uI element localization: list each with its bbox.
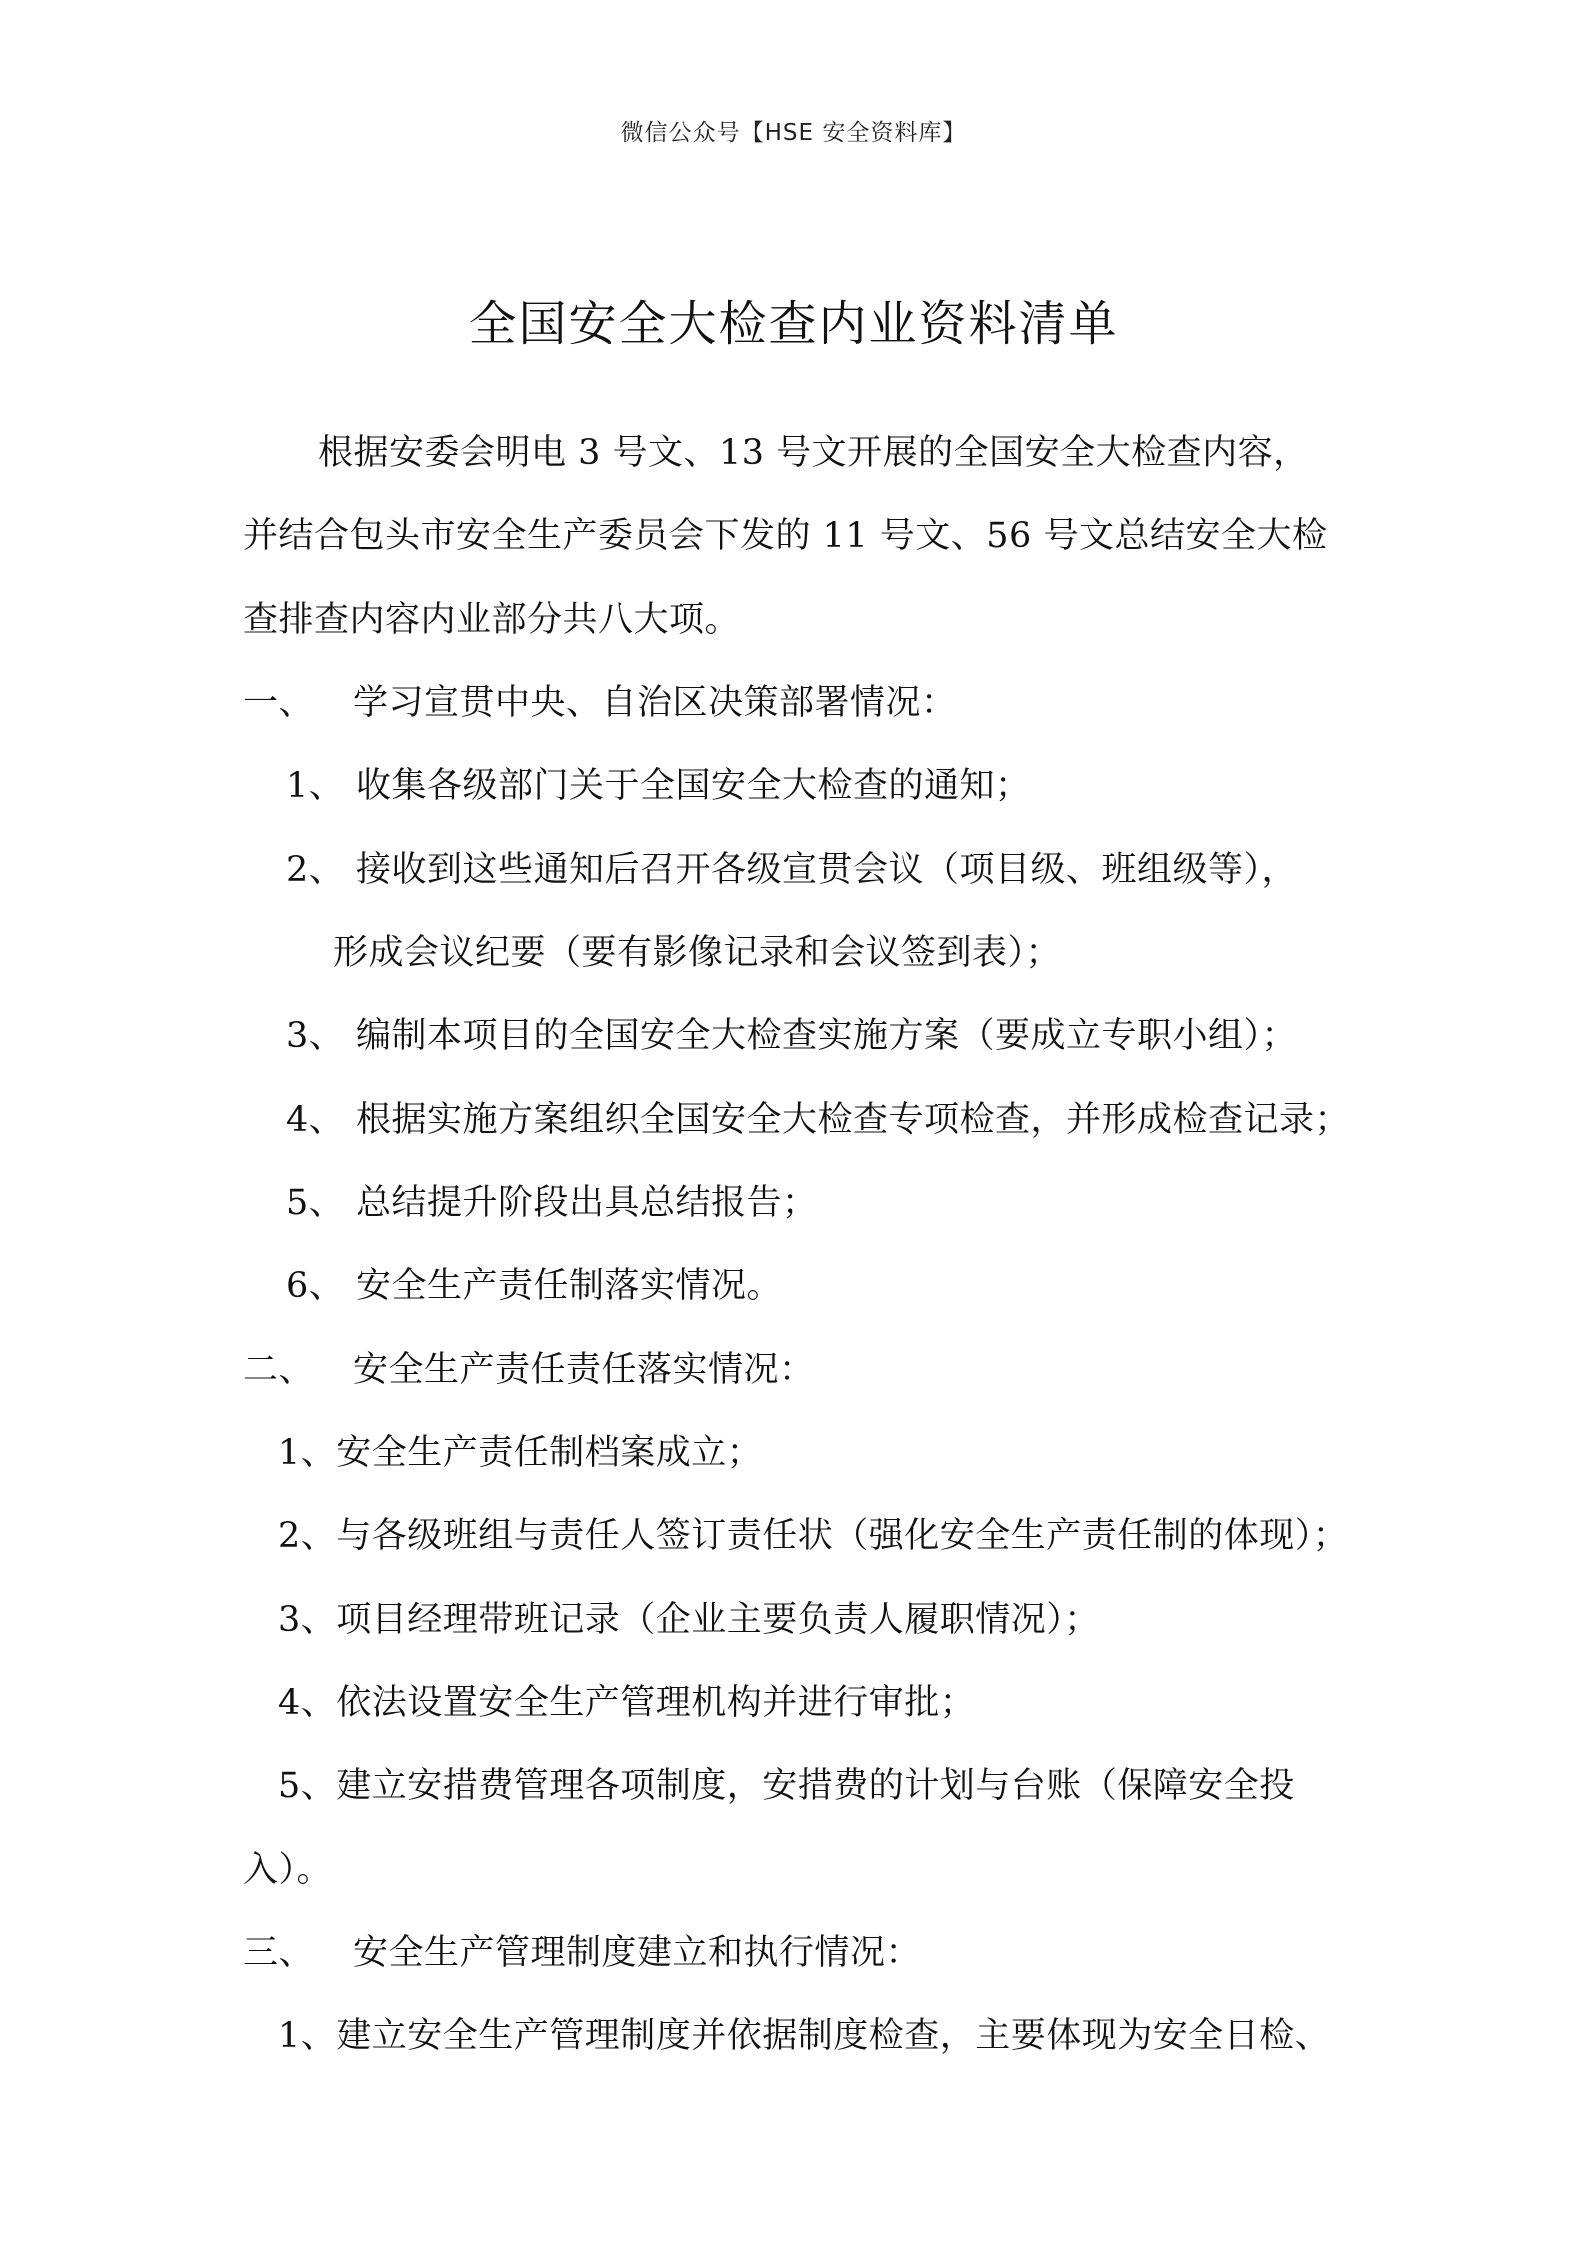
page-header: 微信公众号【HSE 安全资料库】 [620, 120, 967, 146]
section-1-item [286, 1092, 1350, 1142]
section-1-heading [243, 675, 957, 725]
item-number: 5、 [286, 1183, 345, 1223]
section-2-item: 3、项目经理带班记录（企业主要负责人履职情况）； [278, 1600, 1100, 1640]
item-text: 收集各级部门关于全国安全大检查的通知； [356, 766, 1031, 806]
section-1-item [286, 1175, 818, 1225]
section-2-number: 二、 [243, 1350, 315, 1390]
section-1-item-continuation: 形成会议纪要（要有影像记录和会议签到表）； [333, 933, 1062, 973]
item-text: 安全生产责任制落实情况。 [356, 1266, 783, 1306]
section-1-heading-text: 学习宣贯中央、自治区决策部署情况： [353, 683, 957, 723]
section-3-heading [243, 1925, 921, 1975]
section-2-item: 2、与各级班组与责任人签订责任状（强化安全生产责任制的体现）； [278, 1516, 1349, 1556]
section-3-item: 1、建立安全生产管理制度并依据制度检查，主要体现为安全日检、 [278, 2016, 1331, 2056]
item-number: 3、 [286, 1016, 345, 1056]
section-1-item [286, 842, 1297, 892]
item-number: 2、 [286, 850, 345, 890]
section-2-heading-text: 安全生产责任责任落实情况： [353, 1350, 815, 1390]
section-2-item: 4、依法设置安全生产管理机构并进行审批； [278, 1683, 976, 1723]
section-1-number: 一、 [243, 683, 315, 723]
item-number: 1、 [286, 766, 345, 806]
section-1-item [286, 1008, 1297, 1058]
section-1-item [286, 758, 1031, 808]
section-2-item: 5、建立安措费管理各项制度，安措费的计划与台账（保障安全投 [278, 1766, 1295, 1806]
section-2-heading [243, 1342, 815, 1392]
section-3-number: 三、 [243, 1933, 315, 1973]
intro-line-2: 并结合包头市安全生产委员会下发的 11 号文、56 号文总结安全大检 [243, 516, 1328, 556]
item-text: 接收到这些通知后召开各级宣贯会议（项目级、班组级等）， [356, 850, 1298, 890]
intro-line-3: 查排查内容内业部分共八大项。 [243, 600, 741, 640]
section-2-item: 1、安全生产责任制档案成立； [278, 1433, 763, 1473]
item-text: 编制本项目的全国安全大检查实施方案（要成立专职小组）； [356, 1016, 1298, 1056]
item-number: 6、 [286, 1266, 345, 1306]
document-title: 全国安全大检查内业资料清单 [468, 296, 1119, 352]
item-number: 4、 [286, 1100, 345, 1140]
section-2-item-continuation: 入）。 [243, 1850, 333, 1890]
item-text: 根据实施方案组织全国安全大检查专项检查，并形成检查记录； [356, 1100, 1351, 1140]
intro-line-1: 根据安委会明电 3 号文、13 号文开展的全国安全大检查内容， [318, 433, 1309, 473]
section-3-heading-text: 安全生产管理制度建立和执行情况： [353, 1933, 922, 1973]
item-text: 总结提升阶段出具总结报告； [356, 1183, 818, 1223]
section-1-item [286, 1258, 782, 1308]
